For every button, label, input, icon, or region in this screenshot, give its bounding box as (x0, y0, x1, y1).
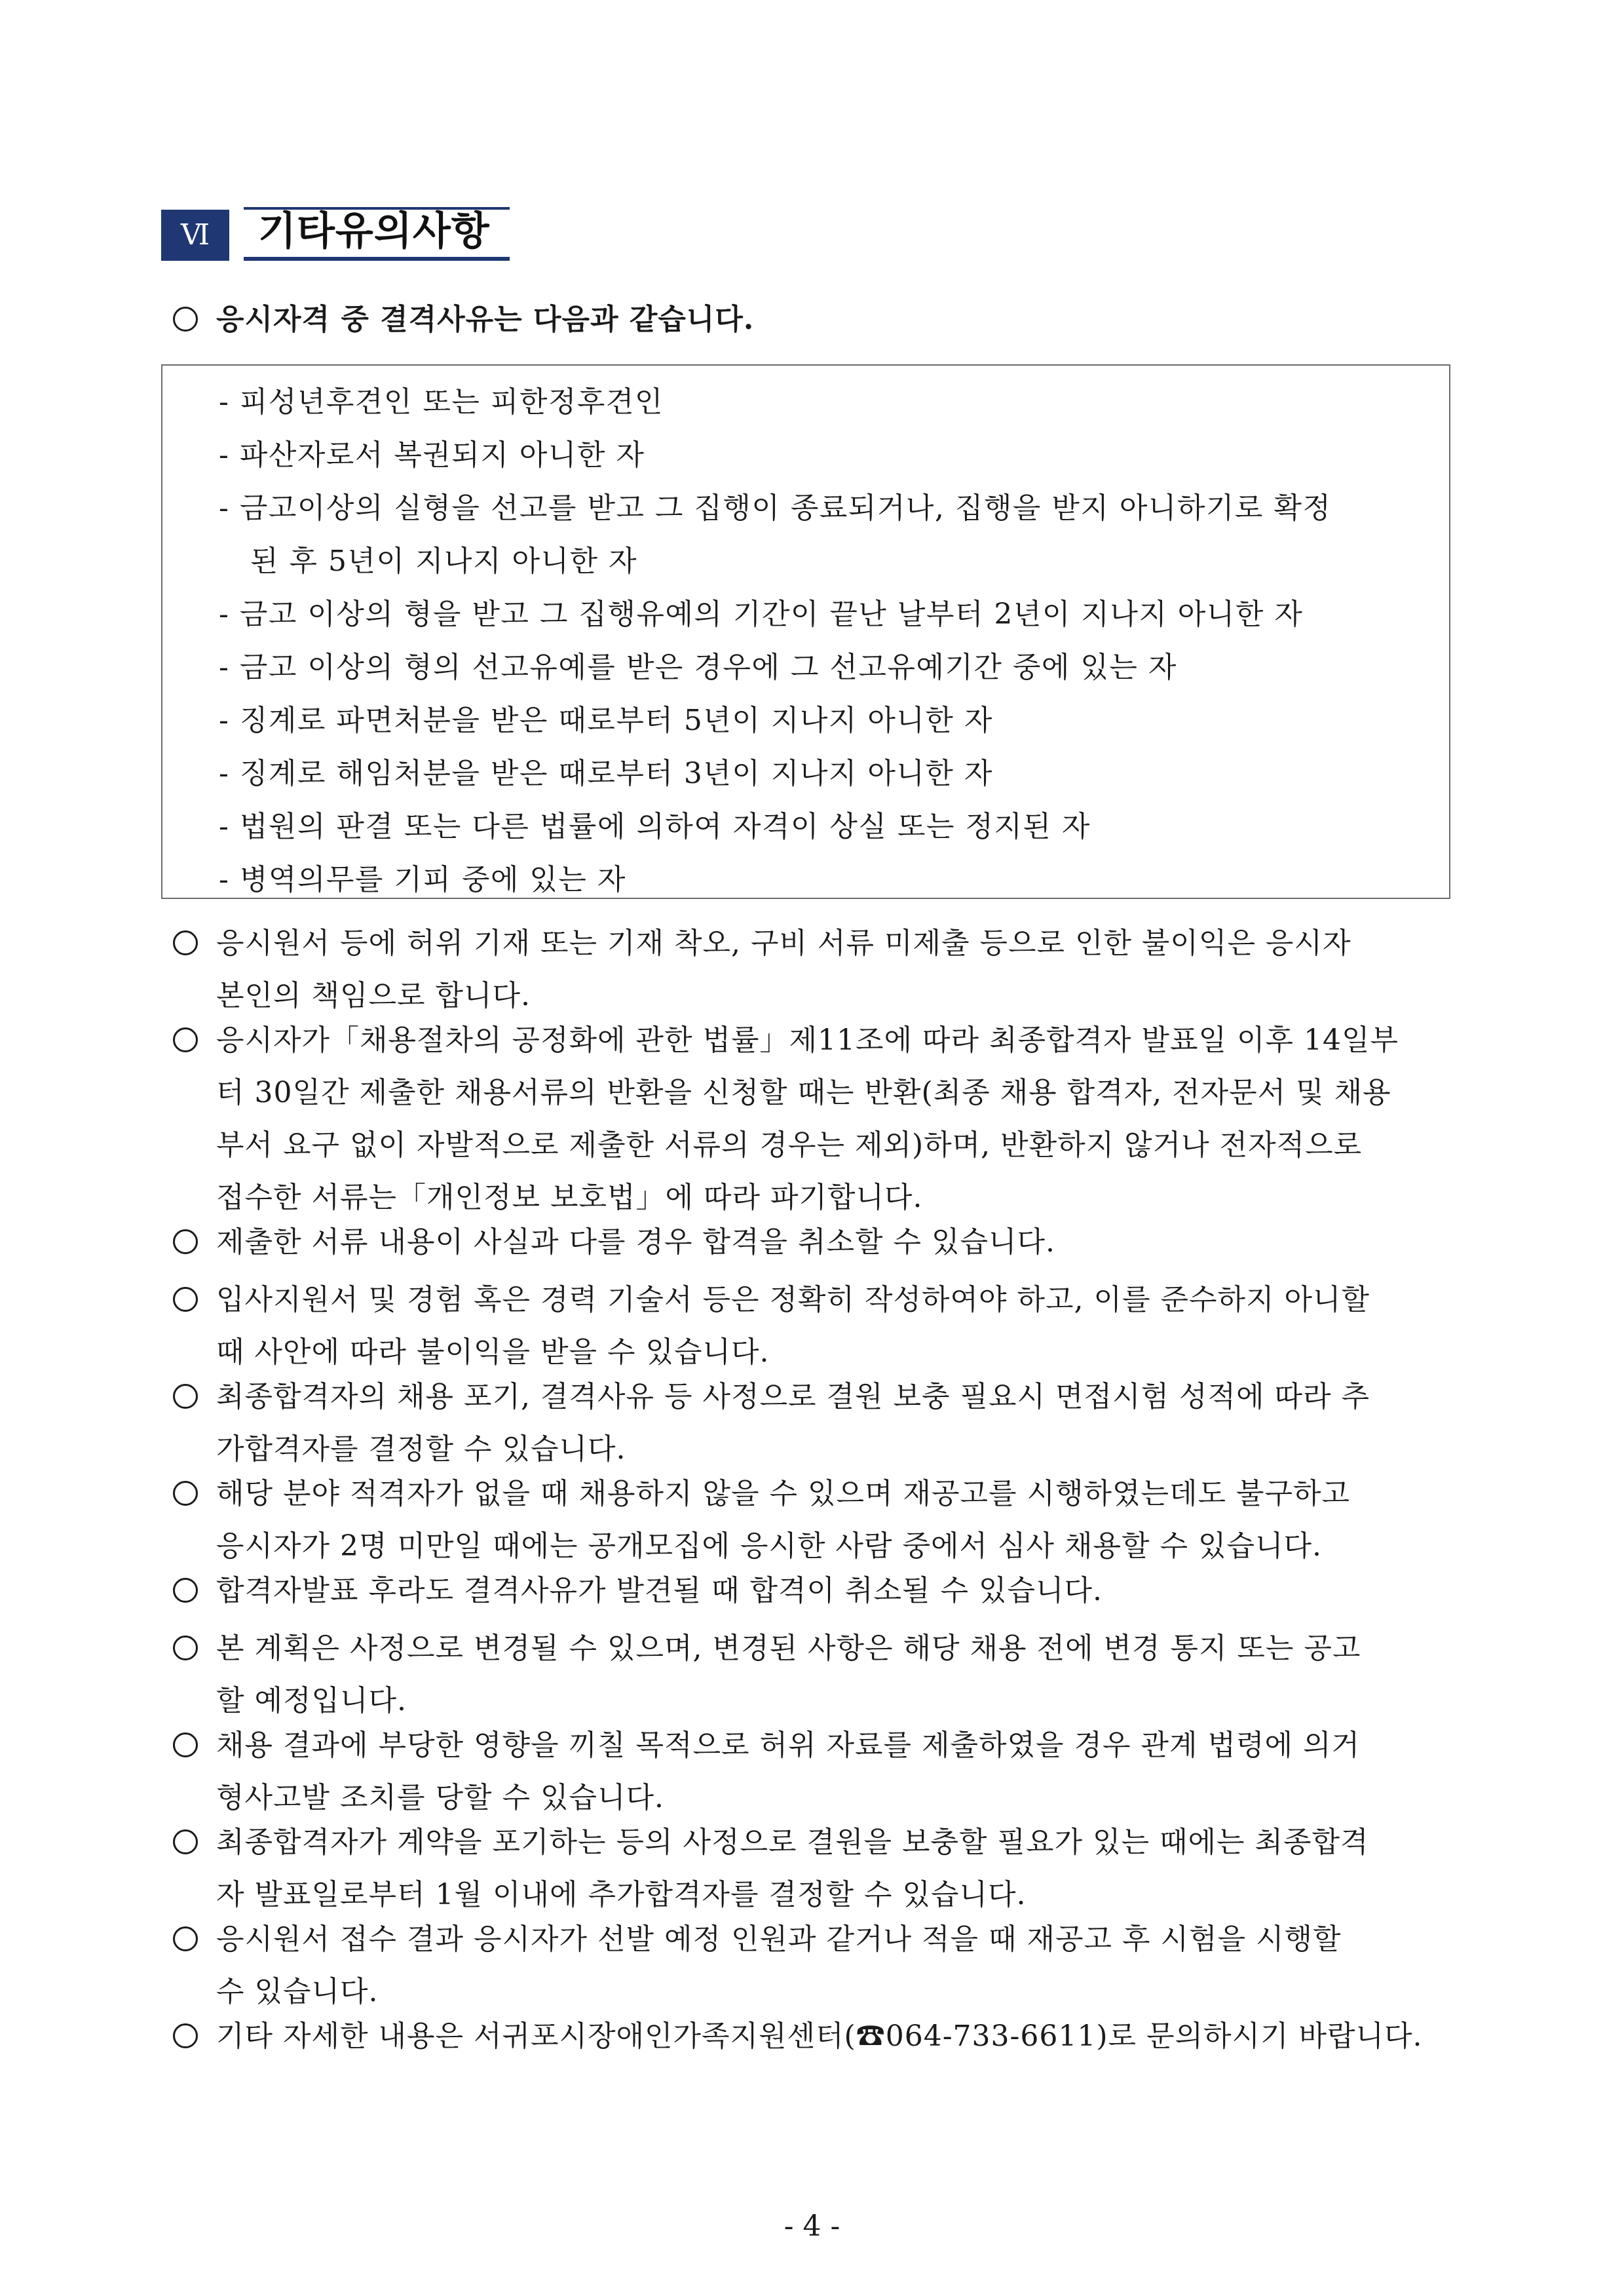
note-line: 수 있습니다. (216, 1975, 379, 2008)
bullet-circle-icon (173, 930, 198, 955)
note-line: 채용 결과에 부당한 영향을 끼칠 목적으로 허위 자료를 제출하였을 경우 관계 법령에 의거 (216, 1729, 1360, 1762)
disqualification-item: - 병역의무를 기피 중에 있는 자 (219, 863, 626, 896)
note-line: 기타 자세한 내용은 서귀포시장애인가족지원센터(☎064-733-6611)로 문의하시기 바랍니다. (216, 2019, 1423, 2053)
disqualification-item: - 금고 이상의 형의 선고유예를 받은 경우에 그 선고유예기간 중에 있는 자 (219, 651, 1177, 684)
disqualification-intro: 응시자격 중 결격사유는 다음과 같습니다. (216, 303, 755, 336)
note-line: 본인의 책임으로 합니다. (216, 979, 531, 1012)
section-header (161, 207, 510, 262)
note-line: 접수한 서류는「개인정보 보호법」에 따라 파기합니다. (216, 1181, 923, 1214)
bullet-circle-icon (173, 1578, 198, 1603)
disqualification-item: - 법원의 판결 또는 다른 법률에 의하여 자격이 상실 또는 정지된 자 (219, 810, 1091, 843)
bullet-circle-icon (173, 1287, 198, 1312)
section-number-badge: Ⅵ (161, 210, 229, 261)
disqualification-item: - 피성년후견인 또는 피한정후견인 (219, 385, 664, 419)
note-line: 해당 분야 적격자가 없을 때 채용하지 않을 수 있으며 재공고를 시행하였는데도 불구하고 (216, 1477, 1350, 1510)
note-line: 합격자발표 후라도 결격사유가 발견될 때 합격이 취소될 수 있습니다. (216, 1574, 1103, 1607)
bullet-circle-icon (173, 1027, 198, 1052)
note-line: 형사고발 조치를 당할 수 있습니다. (216, 1781, 664, 1814)
bullet-circle-icon (173, 1926, 198, 1951)
section-title: 기타유의사항 (258, 208, 490, 254)
note-line: 할 예정입니다. (216, 1684, 407, 1717)
note-line: 응시자가 2명 미만일 때에는 공개모집에 응시한 사람 중에서 심사 채용할 수 있습니다. (216, 1529, 1322, 1563)
note-line: 터 30일간 제출한 채용서류의 반환을 신청할 때는 반환(최종 채용 합격자, 전자문서 및 채용 (216, 1076, 1391, 1109)
disqualification-item: - 징계로 해임처분을 받은 때로부터 3년이 지나지 아니한 자 (219, 757, 993, 790)
bullet-circle-icon (173, 1229, 198, 1254)
bullet-circle-icon (173, 2023, 198, 2048)
disqualification-item: - 금고이상의 실형을 선고를 받고 그 집행이 종료되거나, 집행을 받지 아니하기로 확정 (219, 491, 1332, 525)
disqualification-item: - 징계로 파면처분을 받은 때로부터 5년이 지나지 아니한 자 (219, 704, 993, 737)
bullet-circle-icon (173, 1829, 198, 1854)
note-line: 부서 요구 없이 자발적으로 제출한 서류의 경우는 제외)하며, 반환하지 않거나 전자적으로 (216, 1128, 1363, 1162)
note-line: 응시원서 접수 결과 응시자가 선발 예정 인원과 같거나 적을 때 재공고 후 시험을 시행할 (216, 1923, 1342, 1956)
note-line: 입사지원서 및 경험 혹은 경력 기술서 등은 정확히 작성하여야 하고, 이를 준수하지 아니할 (216, 1283, 1370, 1316)
note-line: 자 발표일로부터 1월 이내에 추가합격자를 결정할 수 있습니다. (216, 1878, 1027, 1911)
note-line: 본 계획은 사정으로 변경될 수 있으며, 변경된 사항은 해당 채용 전에 변경 통지 또는 공고 (216, 1632, 1361, 1665)
note-line: 제출한 서류 내용이 사실과 다를 경우 합격을 취소할 수 있습니다. (216, 1225, 1055, 1259)
disqualification-item: - 금고 이상의 형을 받고 그 집행유예의 기간이 끝난 날부터 2년이 지나지 아니한 자 (219, 598, 1304, 631)
disqualification-item: - 파산자로서 복권되지 아니한 자 (219, 438, 645, 472)
title-rule-bottom (244, 257, 510, 261)
note-line: 가합격자를 결정할 수 있습니다. (216, 1432, 626, 1466)
note-line: 응시자가「채용절차의 공정화에 관한 법률」제11조에 따라 최종합격자 발표일 이후 14일부 (216, 1024, 1399, 1057)
page-number: - 4 - (784, 2210, 840, 2243)
bullet-circle-icon (173, 1384, 198, 1409)
bullet-circle-icon (173, 1481, 198, 1506)
note-line: 때 사안에 따라 불이익을 받을 수 있습니다. (216, 1335, 770, 1369)
disqualification-item-continued: 된 후 5년이 지나지 아니한 자 (250, 545, 637, 578)
bullet-circle-icon (173, 1732, 198, 1757)
note-line: 응시원서 등에 허위 기재 또는 기재 착오, 구비 서류 미제출 등으로 인한 불이익은 응시자 (216, 927, 1351, 960)
note-line: 최종합격자의 채용 포기, 결격사유 등 사정으로 결원 보충 필요시 면접시험 성적에 따라 추 (216, 1380, 1370, 1413)
bullet-circle-icon (173, 307, 198, 332)
note-line: 최종합격자가 계약을 포기하는 등의 사정으로 결원을 보충할 필요가 있는 때에는 최종합격 (216, 1826, 1369, 1859)
bullet-circle-icon (173, 1636, 198, 1660)
